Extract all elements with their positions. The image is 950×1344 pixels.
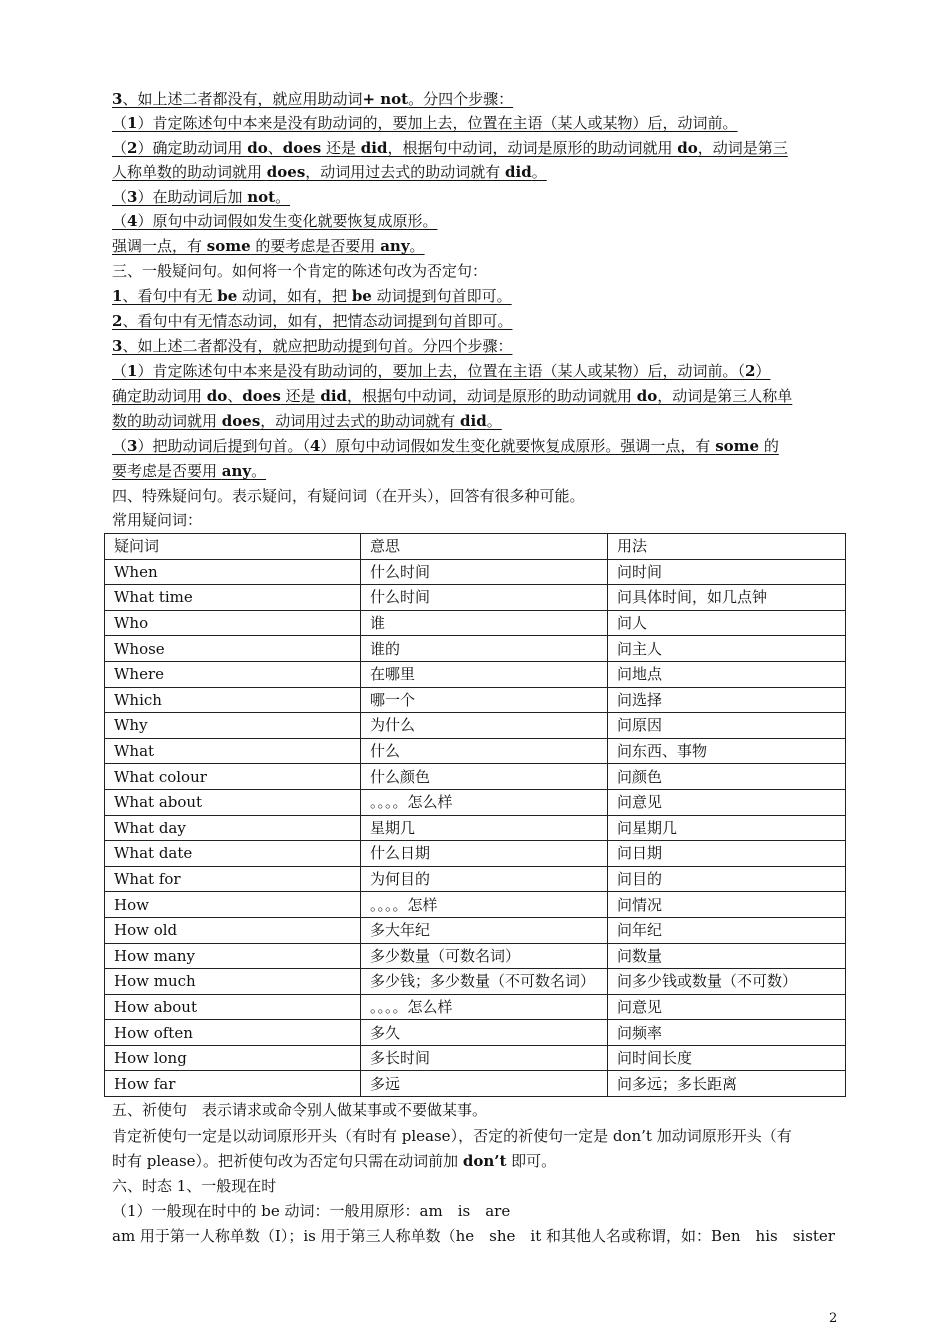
meaning-cell: 什么日期 xyxy=(361,841,608,867)
table-row xyxy=(105,764,846,790)
meaning-cell: 。。。。怎么样 xyxy=(361,994,608,1020)
usage-cell: 问地点 xyxy=(608,661,846,687)
table-row xyxy=(105,636,846,662)
question-word-cell: How old xyxy=(105,917,361,943)
meaning-cell: 什么颜色 xyxy=(361,764,608,790)
table-row xyxy=(105,866,846,892)
table-header-cell: 用法 xyxy=(608,534,846,560)
question-word-cell: How much xyxy=(105,969,361,995)
usage-cell: 问频率 xyxy=(608,1020,846,1046)
table-row xyxy=(105,892,846,918)
table-caption: 常用疑问词： xyxy=(112,511,203,529)
usage-cell: 问星期几 xyxy=(608,815,846,841)
paragraph-rule-2: 2、看句中有无情态动词，如有，把情态动词提到句首即可。 xyxy=(112,312,513,330)
usage-cell: 问主人 xyxy=(608,636,846,662)
usage-cell: 问意见 xyxy=(608,789,846,815)
question-word-cell: How often xyxy=(105,1020,361,1046)
table-row xyxy=(105,661,846,687)
usage-cell: 问数量 xyxy=(608,943,846,969)
question-word-cell: What date xyxy=(105,841,361,867)
meaning-cell: 在哪里 xyxy=(361,661,608,687)
paragraph-step-2-line2: 人称单数的助动词就用 does，动词用过去式的助动词就有 did。 xyxy=(112,163,547,181)
table-header-cell: 疑问词 xyxy=(105,534,361,560)
meaning-cell: 多长时间 xyxy=(361,1045,608,1071)
meaning-cell: 什么时间 xyxy=(361,559,608,585)
usage-cell: 问多远；多长距离 xyxy=(608,1071,846,1097)
meaning-cell: 什么时间 xyxy=(361,585,608,611)
table-row xyxy=(105,738,846,764)
table-row xyxy=(105,789,846,815)
meaning-cell: 多久 xyxy=(361,1020,608,1046)
paragraph-step3-heading: 3、如上述二者都没有，就应用助动词+ not。分四个步骤： xyxy=(112,90,514,108)
paragraph-rule-3-steps-line5: 要考虑是否要用 any。 xyxy=(112,462,267,480)
table-header-row xyxy=(105,534,846,560)
meaning-cell: 星期几 xyxy=(361,815,608,841)
usage-cell: 问原因 xyxy=(608,713,846,739)
meaning-cell: 为什么 xyxy=(361,713,608,739)
table-row xyxy=(105,559,846,585)
question-word-cell: Whose xyxy=(105,636,361,662)
table-row xyxy=(105,610,846,636)
table-row xyxy=(105,841,846,867)
table-row xyxy=(105,687,846,713)
question-word-cell: What about xyxy=(105,789,361,815)
meaning-cell: 多少数量（可数名词） xyxy=(361,943,608,969)
question-word-cell: What xyxy=(105,738,361,764)
paragraph-step-4: （4）原句中动词假如发生变化就要恢复成原形。 xyxy=(112,212,438,230)
table-body xyxy=(105,534,846,1097)
question-word-cell: What colour xyxy=(105,764,361,790)
table-row xyxy=(105,994,846,1020)
table-row xyxy=(105,585,846,611)
meaning-cell: 。。。。怎样 xyxy=(361,892,608,918)
paragraph-rule-3-steps-line1: （1）肯定陈述句中本来是没有助动词的，要加上去，位置在主语（某人或某物）后，动词前。（2） xyxy=(112,362,771,380)
question-word-cell: When xyxy=(105,559,361,585)
paragraph-rule-1: 1、看句中有无 be 动词，如有，把 be 动词提到句首即可。 xyxy=(112,287,512,305)
question-word-cell: Who xyxy=(105,610,361,636)
question-word-cell: What day xyxy=(105,815,361,841)
meaning-cell: 。。。。怎么样 xyxy=(361,789,608,815)
usage-cell: 问时间 xyxy=(608,559,846,585)
meaning-cell: 多少钱；多少数量（不可数名词） xyxy=(361,969,608,995)
question-word-cell: Where xyxy=(105,661,361,687)
table-row xyxy=(105,969,846,995)
paragraph-imperative-line2: 时有 please）。把祈使句改为否定句只需在动词前加 don’t 即可。 xyxy=(112,1152,557,1170)
page-number: 2 xyxy=(829,1311,838,1326)
usage-cell: 问东西、事物 xyxy=(608,738,846,764)
usage-cell: 问选择 xyxy=(608,687,846,713)
meaning-cell: 谁 xyxy=(361,610,608,636)
paragraph-step-1: （1）肯定陈述句中本来是没有助动词的，要加上去，位置在主语（某人或某物）后，动词前。 xyxy=(112,114,738,132)
paragraph-imperative-line1: 肯定祈使句一定是以动词原形开头（有时有 please），否定的祈使句一定是 don’t 加动词原形开头（有 xyxy=(112,1127,792,1145)
table-header-cell: 意思 xyxy=(361,534,608,560)
paragraph-rule-3-steps-line2: 确定助动词用 do、does 还是 did，根据句中动词，动词是原形的助动词就用 do，动词是第三人称单 xyxy=(112,387,793,405)
question-word-cell: What time xyxy=(105,585,361,611)
usage-cell: 问情况 xyxy=(608,892,846,918)
table-row xyxy=(105,1071,846,1097)
question-word-cell: Which xyxy=(105,687,361,713)
meaning-cell: 谁的 xyxy=(361,636,608,662)
paragraph-step-3: （3）在助动词后加 not。 xyxy=(112,188,291,206)
section-heading-special-questions: 四、特殊疑问句。表示疑问，有疑问词（在开头），回答有很多种可能。 xyxy=(112,487,585,505)
table-row xyxy=(105,1020,846,1046)
paragraph-be-verb-usage: am 用于第一人称单数（I）；is 用于第三人称单数（he she it 和其他人名或称谓，如：Ben his sister xyxy=(112,1227,835,1245)
section-heading-imperative: 五、祈使句 表示请求或命令别人做某事或不要做某事。 xyxy=(112,1101,488,1119)
question-word-cell: How long xyxy=(105,1045,361,1071)
usage-cell: 问颜色 xyxy=(608,764,846,790)
usage-cell: 问目的 xyxy=(608,866,846,892)
table-row xyxy=(105,1045,846,1071)
section-heading-general-questions: 三、一般疑问句。如何将一个肯定的陈述句改为否定句： xyxy=(112,262,488,280)
question-words-table xyxy=(104,533,846,1097)
question-word-cell: How xyxy=(105,892,361,918)
meaning-cell: 多远 xyxy=(361,1071,608,1097)
usage-cell: 问人 xyxy=(608,610,846,636)
paragraph-rule-3-steps-line3: 数的助动词就用 does，动词用过去式的助动词就有 did。 xyxy=(112,412,502,430)
table-row xyxy=(105,917,846,943)
paragraph-rule-3-steps-line4: （3）把助动词后提到句首。（4）原句中动词假如发生变化就要恢复成原形。强调一点，有 some 的 xyxy=(112,437,779,455)
question-word-cell: How about xyxy=(105,994,361,1020)
usage-cell: 问意见 xyxy=(608,994,846,1020)
usage-cell: 问年纪 xyxy=(608,917,846,943)
meaning-cell: 多大年纪 xyxy=(361,917,608,943)
usage-cell: 问具体时间，如几点钟 xyxy=(608,585,846,611)
table-row xyxy=(105,713,846,739)
table-row xyxy=(105,943,846,969)
meaning-cell: 为何目的 xyxy=(361,866,608,892)
paragraph-emphasis: 强调一点，有 some 的要考虑是否要用 any。 xyxy=(112,237,425,255)
usage-cell: 问时间长度 xyxy=(608,1045,846,1071)
meaning-cell: 什么 xyxy=(361,738,608,764)
question-word-cell: Why xyxy=(105,713,361,739)
meaning-cell: 哪一个 xyxy=(361,687,608,713)
question-word-cell: How many xyxy=(105,943,361,969)
paragraph-be-verb: （1）一般现在时中的 be 动词：一般用原形：am is are xyxy=(112,1202,511,1220)
question-word-cell: How far xyxy=(105,1071,361,1097)
usage-cell: 问日期 xyxy=(608,841,846,867)
section-heading-tense: 六、时态 1、一般现在时 xyxy=(112,1177,277,1195)
question-word-cell: What for xyxy=(105,866,361,892)
usage-cell: 问多少钱或数量（不可数） xyxy=(608,969,846,995)
paragraph-step-2-line1: （2）确定助动词用 do、does 还是 did，根据句中动词，动词是原形的助动词就用 do，动词是第三 xyxy=(112,139,788,157)
table-row xyxy=(105,815,846,841)
paragraph-rule-3: 3、如上述二者都没有，就应把助动提到句首。分四个步骤： xyxy=(112,337,513,355)
